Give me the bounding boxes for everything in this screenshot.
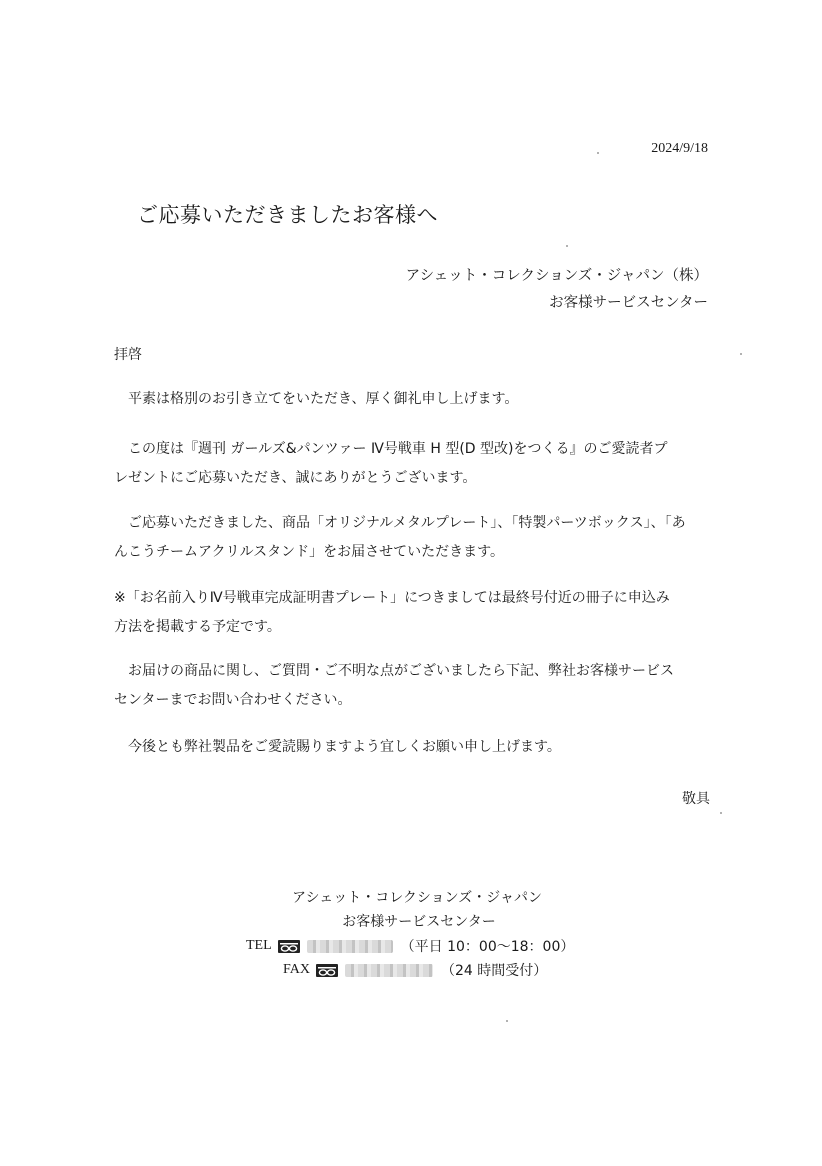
scan-speck: [566, 245, 568, 247]
paragraph-line: センターまでお問い合わせください。: [114, 692, 352, 708]
fax-contact-line: [283, 960, 547, 980]
redacted-tel-number: [307, 940, 393, 953]
scan-speck: [506, 1020, 508, 1022]
scan-speck: [720, 812, 722, 814]
paragraph-line: 今後とも弊社製品をご愛読賜りますよう宜しくお願い申し上げます。: [128, 739, 561, 755]
body-paragraph: [114, 657, 710, 715]
paragraph-line: この度は『週刊 ガールズ&パンツァー Ⅳ号戦車 H 型(D 型改)をつくる』のご愛読者プ: [128, 441, 668, 457]
paragraph-line: ※「お名前入りⅣ号戦車完成証明書プレート」につきましては最終号付近の冊子に申込み: [114, 590, 670, 606]
tel-hours: （平日 10：00〜18：00）: [400, 939, 575, 955]
fax-label: FAX: [283, 962, 310, 977]
paragraph-line: 方法を掲載する予定です。: [114, 619, 281, 635]
paragraph-line: 平素は格別のお引き立てをいただき、厚く御礼申し上げます。: [128, 391, 519, 407]
salutation: 拝啓: [114, 347, 142, 363]
tel-label: TEL: [246, 938, 272, 953]
body-paragraph: [114, 509, 710, 567]
body-paragraph: [114, 584, 710, 642]
body-paragraph: [114, 733, 710, 762]
footer-department: お客様サービスセンター: [342, 914, 496, 930]
freedial-icon: [278, 940, 300, 953]
scan-speck: [597, 152, 599, 154]
redacted-fax-number: [345, 964, 433, 977]
paragraph-line: んこうチームアクリルスタンド」をお届させていただきます。: [114, 544, 505, 560]
sender-company: アシェット・コレクションズ・ジャパン（株）: [405, 268, 708, 284]
footer-company: アシェット・コレクションズ・ジャパン: [292, 890, 542, 906]
fax-hours: （24 時間受付）: [440, 963, 548, 979]
freedial-icon: [316, 964, 338, 977]
letter-date: 2024/9/18: [651, 141, 708, 156]
closing-remark: 敬具: [682, 791, 710, 807]
body-paragraph: [114, 385, 710, 414]
scan-speck: [740, 353, 742, 355]
addressee-heading: ご応募いただきましたお客様へ: [137, 203, 438, 227]
body-paragraph: [114, 435, 710, 493]
paragraph-line: お届けの商品に関し、ご質問・ご不明な点がございましたら下記、弊社お客様サービス: [128, 663, 674, 679]
paragraph-line: ご応募いただきました、商品「オリジナルメタルプレート」、「特製パーツボックス」、「あ: [128, 515, 686, 531]
paragraph-line: レゼントにご応募いただき、誠にありがとうございます。: [114, 470, 477, 486]
tel-contact-line: [246, 936, 574, 956]
sender-department: お客様サービスセンター: [549, 295, 708, 311]
